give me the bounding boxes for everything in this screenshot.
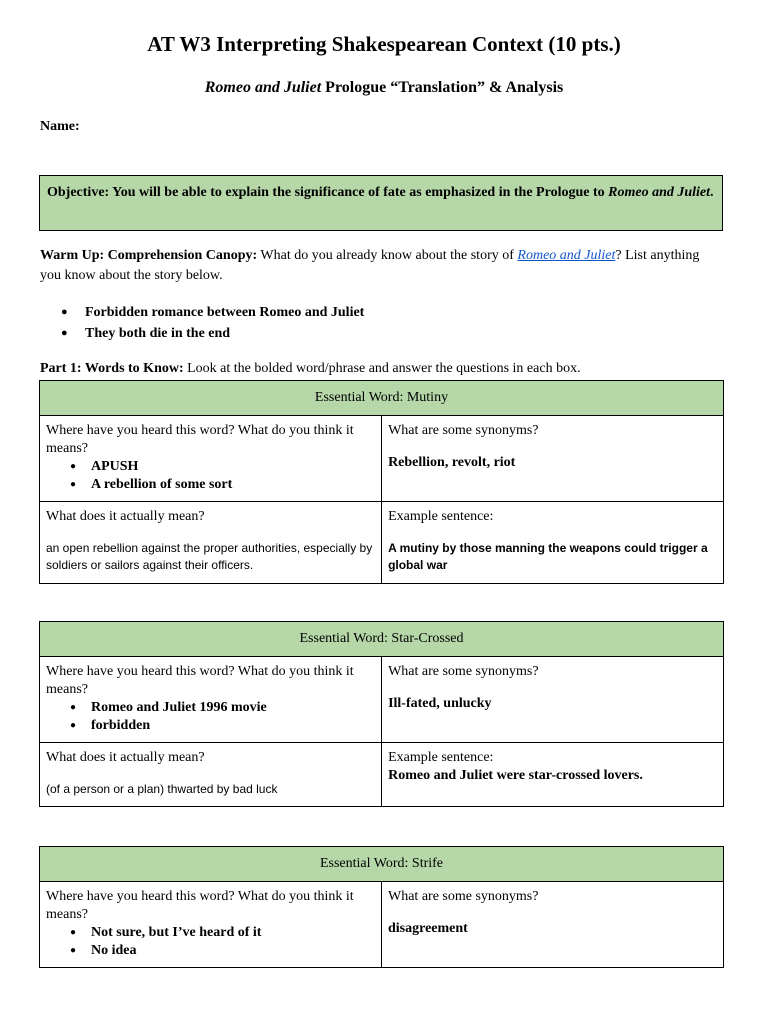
warmup-answer-item: ● Forbidden romance between Romeo and Juliet — [40, 302, 364, 323]
synonyms-cell[interactable] — [382, 657, 724, 743]
example-question: Example sentence: — [388, 750, 494, 765]
heard-answer-item: ● A rebellion of some sort — [46, 476, 375, 494]
example-answer: A mutiny by those manning the weapons could trigger a global war — [388, 541, 708, 572]
name-label: Name: — [40, 119, 80, 134]
example-answer: Romeo and Juliet were star-crossed lovers. — [388, 768, 643, 783]
meaning-cell[interactable] — [40, 743, 382, 807]
synonyms-cell[interactable] — [382, 882, 724, 968]
heard-answer-list — [46, 924, 375, 960]
heard-answer-list — [46, 699, 375, 735]
word-table-star-crossed — [39, 621, 724, 807]
warmup-text-before: What do you already know about the story of — [257, 248, 518, 263]
meaning-cell[interactable] — [40, 502, 382, 584]
warmup-paragraph — [40, 246, 720, 286]
warmup-answer-list — [40, 302, 364, 344]
heard-answer-list — [46, 458, 375, 494]
heard-answer-item: ● No idea — [46, 942, 375, 960]
heard-cell[interactable] — [40, 657, 382, 743]
example-cell[interactable] — [382, 743, 724, 807]
subtitle-rest: Prologue “Translation” & Analysis — [321, 79, 564, 96]
word-table-header: Essential Word: Strife — [40, 847, 724, 882]
synonyms-question: What are some synonyms? — [388, 889, 539, 904]
objective-end: . — [710, 185, 714, 200]
heard-cell[interactable] — [40, 416, 382, 502]
heard-answer-item: ● forbidden — [46, 717, 375, 735]
meaning-answer: (of a person or a plan) thwarted by bad luck — [46, 782, 278, 796]
warmup-label: Warm Up: Comprehension Canopy: — [40, 248, 258, 263]
synonyms-answer: Rebellion, revolt, riot — [388, 455, 516, 470]
meaning-question: What does it actually mean? — [46, 750, 205, 765]
heard-answer-item: ● Romeo and Juliet 1996 movie — [46, 699, 375, 717]
example-question: Example sentence: — [388, 509, 494, 524]
subtitle-work-title: Romeo and Juliet — [204, 79, 322, 96]
synonyms-answer: disagreement — [388, 921, 468, 936]
warmup-answer-item: ● They both die in the end — [40, 323, 364, 344]
heard-cell[interactable] — [40, 882, 382, 968]
word-table-header: Essential Word: Mutiny — [40, 381, 724, 416]
part1-text: Look at the bolded word/phrase and answer the questions in each box. — [183, 361, 581, 376]
meaning-question: What does it actually mean? — [46, 509, 205, 524]
warmup-text-after: ? List anything you know about the story below. — [40, 248, 700, 283]
objective-text: Objective: You will be able to explain the significance of fate as emphasized in the Prologue to — [47, 185, 609, 200]
meaning-answer: an open rebellion against the proper authorities, especially by soldiers or sailors against their officers. — [46, 541, 373, 572]
word-table-header: Essential Word: Star-Crossed — [40, 622, 724, 657]
heard-question: Where have you heard this word? What do you think it means? — [46, 664, 354, 697]
objective-box — [39, 175, 723, 231]
page-subtitle — [0, 79, 768, 97]
synonyms-answer: Ill-fated, unlucky — [388, 696, 492, 711]
part1-label: Part 1: Words to Know: — [40, 361, 184, 376]
synonyms-cell[interactable] — [382, 416, 724, 502]
word-table-strife — [39, 846, 724, 968]
heard-question: Where have you heard this word? What do you think it means? — [46, 889, 354, 922]
objective-italic: Romeo and Juliet — [608, 185, 711, 200]
synonyms-question: What are some synonyms? — [388, 423, 539, 438]
heard-answer-item: ● Not sure, but I’ve heard of it — [46, 924, 375, 942]
heard-answer-item: ● APUSH — [46, 458, 375, 476]
romeo-juliet-link[interactable]: Romeo and Juliet — [517, 248, 616, 263]
part1-instructions — [40, 359, 581, 379]
heard-question: Where have you heard this word? What do you think it means? — [46, 423, 354, 456]
example-cell[interactable] — [382, 502, 724, 584]
synonyms-question: What are some synonyms? — [388, 664, 539, 679]
page-title: AT W3 Interpreting Shakespearean Context (10 pts.) — [147, 32, 621, 56]
word-table-mutiny — [39, 380, 724, 584]
